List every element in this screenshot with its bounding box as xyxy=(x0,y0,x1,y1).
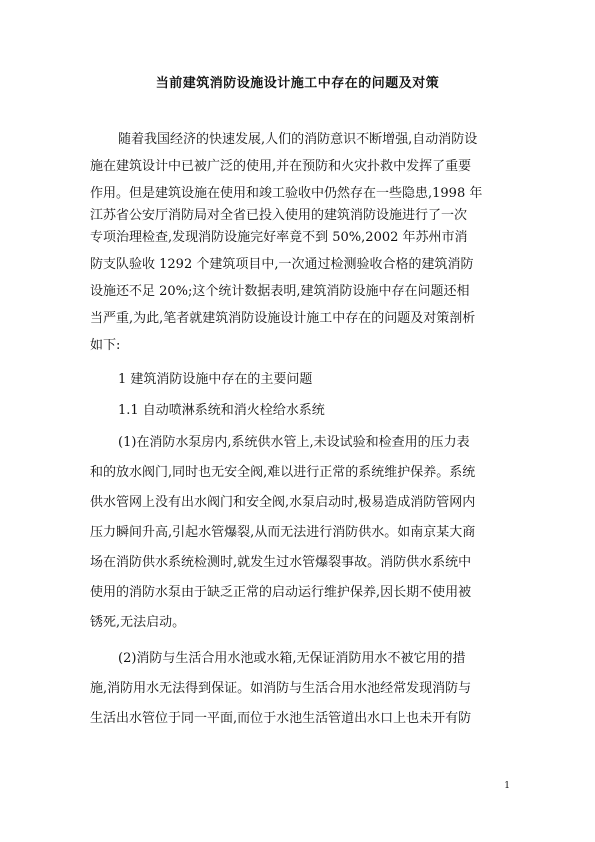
text-line: 施在建筑设计中已被广泛的使用,并在预防和火灾扑救中发挥了重要 xyxy=(90,159,472,174)
text-line: 随着我国经济的快速发展,人们的消防意识不断增强,自动消防设 xyxy=(118,132,478,147)
text-line: 如下: xyxy=(90,338,121,353)
text-line: 防支队验收 1292 个建筑项目中,一次通过检测验收合格的建筑消防 xyxy=(90,257,474,272)
text-line: 作用。但是建筑设施在使用和竣工验收中仍然存在一些隐患,1998 年 xyxy=(90,186,483,201)
text-line: 专项治理检查,发现消防设施完好率竟不到 50%,2002 年苏州市消 xyxy=(90,230,468,245)
section-heading: 1 建筑消防设施中存在的主要问题 xyxy=(118,372,313,387)
text-line: 当严重,为此,笔者就建筑消防设施设计施工中存在的问题及对策剖析 xyxy=(90,311,476,326)
text-line: 施,消防用水无法得到保证。如消防与生活合用水池经常发现消防与 xyxy=(90,681,472,696)
text-line: 设施还不足 20%;这个统计数据表明,建筑消防设施中存在问题还相 xyxy=(90,284,470,299)
text-line: (1)在消防水泵房内,系统供水管上,未设试验和检查用的压力表 xyxy=(118,435,470,450)
text-line: 使用的消防水泵由于缺乏正常的启动运行维护保养,因长期不使用被 xyxy=(90,585,472,600)
page-number: 1 xyxy=(504,781,510,791)
text-line: 和的放水阀门,同时也无安全阀,难以进行正常的系统维护保养。系统 xyxy=(90,465,476,480)
text-line: 江苏省公安厅消防局对全省已投入使用的建筑消防设施进行了一次 xyxy=(90,208,468,223)
document-title: 当前建筑消防设施设计施工中存在的问题及对策 xyxy=(155,76,440,91)
text-line: 场在消防供水系统检测时,就发生过水管爆裂事故。消防供水系统中 xyxy=(90,555,472,570)
text-line: 压力瞬间升高,引起水管爆裂,从而无法进行消防供水。如南京某大商 xyxy=(90,525,476,540)
text-line: 供水管网上没有出水阀门和安全阀,水泵启动时,极易造成消防管网内 xyxy=(90,495,476,510)
text-line: 锈死,无法启动。 xyxy=(90,615,186,630)
subsection-heading: 1.1 自动喷淋系统和消火栓给水系统 xyxy=(118,403,325,418)
text-line: 生活出水管位于同一平面,而位于水池生活管道出水口上也未开有防 xyxy=(90,711,472,726)
text-line: (2)消防与生活合用水池或水箱,无保证消防用水不被它用的措 xyxy=(118,651,466,666)
